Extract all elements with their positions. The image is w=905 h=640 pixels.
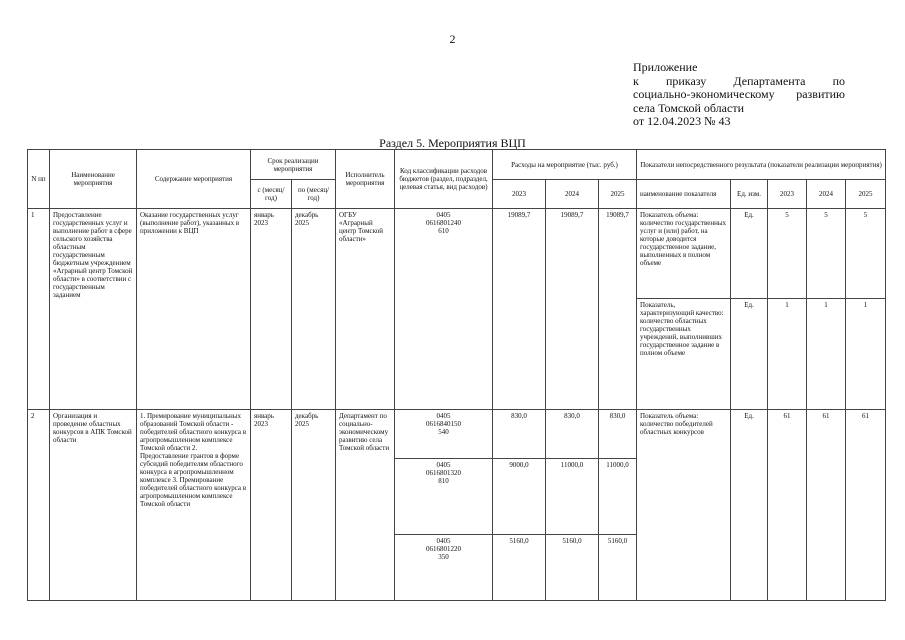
header-from: с (месяц/ год) <box>251 180 292 209</box>
header-row <box>28 150 886 180</box>
code-type: 350 <box>438 553 449 561</box>
indicator-name: Показатель объема: количество государственных услуг и (или) работ, на которые доводится государственное задание, выполненных в полном объеме <box>637 209 731 299</box>
indicator-2023: 1 <box>768 299 807 410</box>
header-indicator-2023: 2023 <box>768 180 807 209</box>
indicator-name: Показатель, характеризующий качество: количество областных государственных учреждений, выполнивших государственное задание в полном объеме <box>637 299 731 410</box>
row-expense-2024: 5160,0 <box>546 535 599 601</box>
indicator-2025: 61 <box>846 410 886 601</box>
code-target: 0616801220 <box>426 545 461 553</box>
indicator-2025: 1 <box>846 299 886 410</box>
row-expense-2024: 19089,7 <box>546 209 599 410</box>
header-expense-2023: 2023 <box>493 180 546 209</box>
row-expense-2025: 5160,0 <box>599 535 637 601</box>
indicator-2024: 61 <box>807 410 846 601</box>
header-name: Наименование мероприятия <box>50 150 137 209</box>
row-code <box>395 209 493 410</box>
indicator-unit: Ед. <box>731 299 768 410</box>
row-code <box>395 410 493 459</box>
appendix-title: Приложение <box>633 60 698 74</box>
code-target: 0616801320 <box>426 469 461 477</box>
section-title: Раздел 5. Мероприятия ВЦП <box>379 136 526 150</box>
code-section: 0405 <box>436 461 451 469</box>
row-executor: ОГБУ «Аграрный центр Томской области» <box>336 209 395 410</box>
indicator-2025: 5 <box>846 209 886 299</box>
row-to: декабрь 2025 <box>292 209 336 410</box>
header-indicator-2024: 2024 <box>807 180 846 209</box>
header-expense-2024: 2024 <box>546 180 599 209</box>
code-target: 0616840150 <box>426 420 461 428</box>
indicator-2024: 5 <box>807 209 846 299</box>
code-type: 540 <box>438 428 449 436</box>
header-unit: Ед. изм. <box>731 180 768 209</box>
code-section: 0405 <box>436 211 451 219</box>
row-executor: Департамент по социально-экономическому развитию села Томской области <box>336 410 395 601</box>
row-code <box>395 459 493 535</box>
header-indicator-2025: 2025 <box>846 180 886 209</box>
header-expense-2025: 2025 <box>599 180 637 209</box>
code-type: 610 <box>438 227 449 235</box>
row-name: Организация и проведение областных конкурсов в АПК Томской области <box>50 410 137 601</box>
indicator-2023: 5 <box>768 209 807 299</box>
row-content: 1. Премирование муниципальных образований Томской области - победителей областного конкурса в агропромышленном комплексе Томской области 2. Предоставление грантов в форме субсидий победителям областного конкурса в агропромышленном комплексе 3. Премирование победителей областного конкурса в агропромышленном комплексе Томской области <box>137 410 251 601</box>
header-to: по (месяц/ год) <box>292 180 336 209</box>
row-expense-2023: 9000,0 <box>493 459 546 535</box>
header-expenses: Расходы на мероприятие (тыс. руб.) <box>493 150 637 180</box>
indicator-unit: Ед. <box>731 410 768 601</box>
header-content: Содержание мероприятия <box>137 150 251 209</box>
row-expense-2023: 19089,7 <box>493 209 546 410</box>
row-name: Предоставление государственных услуг и выполнение работ в сфере сельского хозяйства областным государственным бюджетным учреждением «Аграрный центр Томской области» в соответствии с государственным заданием <box>50 209 137 410</box>
header-indicators: Показатели непосредственного результата (показатели реализации мероприятия) <box>637 150 886 180</box>
appendix-line: села Томской области <box>633 100 744 115</box>
row-to: декабрь 2025 <box>292 410 336 601</box>
code-section: 0405 <box>436 537 451 545</box>
row-code <box>395 535 493 601</box>
row-from: январь 2023 <box>251 410 292 601</box>
row-expense-2025: 19089,7 <box>599 209 637 410</box>
table-row <box>28 209 886 299</box>
appendix-line: к приказу Департамента по <box>633 73 845 88</box>
row-num: 2 <box>28 410 50 601</box>
indicator-2024: 1 <box>807 299 846 410</box>
row-from: январь 2023 <box>251 209 292 410</box>
header-executor: Исполнитель мероприятия <box>336 150 395 209</box>
row-expense-2025: 830,0 <box>599 410 637 459</box>
page-number: 2 <box>449 32 456 46</box>
measures-table <box>27 149 886 601</box>
code-section: 0405 <box>436 412 451 420</box>
appendix-line: социально-экономическому развитию <box>633 87 845 101</box>
indicator-name: Показатель объема: количество победителей областных конкурсов <box>637 410 731 601</box>
code-type: 810 <box>438 477 449 485</box>
header-period: Срок реализации мероприятия <box>251 150 336 180</box>
row-content: Оказание государственных услуг (выполнение работ), указанных в приложении к ВЦП <box>137 209 251 410</box>
code-target: 0616801240 <box>426 219 461 227</box>
row-expense-2023: 830,0 <box>493 410 546 459</box>
row-expense-2023: 5160,0 <box>493 535 546 601</box>
row-expense-2024: 830,0 <box>546 410 599 459</box>
indicator-2023: 61 <box>768 410 807 601</box>
indicator-unit: Ед. <box>731 209 768 299</box>
appendix-date: от 12.04.2023 № 43 <box>633 114 731 128</box>
header-code: Код классификации расходов бюджетов (раздел, подраздел, целевая статья, вид расходов) <box>395 150 493 209</box>
row-expense-2025: 11000,0 <box>599 459 637 535</box>
row-expense-2024: 11000,0 <box>546 459 599 535</box>
row-num: 1 <box>28 209 50 410</box>
appendix-block <box>633 61 845 129</box>
header-indicator-name: наименование показателя <box>637 180 731 209</box>
table-row <box>28 410 886 459</box>
header-num: N пп <box>28 150 50 209</box>
